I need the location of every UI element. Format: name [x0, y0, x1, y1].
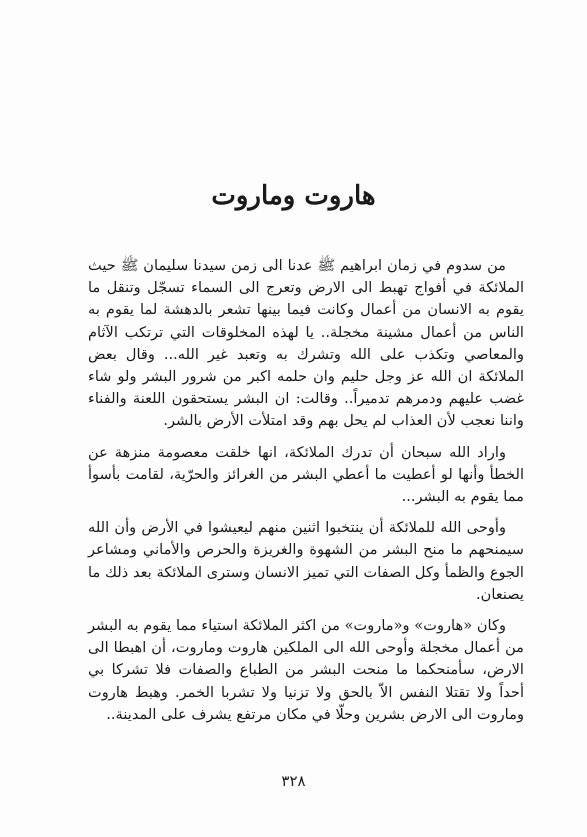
- chapter-body: [88, 255, 524, 726]
- chapter-title: هاروت وماروت: [211, 181, 376, 211]
- paragraph-2: واراد الله سبحان أن تدرك الملائكة، انها خلقت معصومة منزهة عن الخطأ وأنها لو أعطيت ما أعطي البشر من الغرائز والحرّية، لقامت بأسوأ مما يقوم به البشر...: [88, 443, 524, 506]
- page-number: ٣٢٨: [281, 772, 306, 790]
- paragraph-1: من سدوم في زمان ابراهيم ﷺ عدنا الى زمن سيدنا سليمان ﷺ حيث الملائكة في أفواج تهبط الى الارض وتعرج الى السماء تسجّل وتنقل ما يقوم به الانسان من أعمال وكانت فيما بينها تشعر بالدهشة لما يقوم به الناس من أعمال مشينة مخجلة.. يا لهذه المخلوقات التي ترتكب الآثام والمعاصي وتكذب على الله وتشرك به وتعبد غير الله... وقال بعض الملائكة ان الله عز وجل حليم وان حلمه اكبر من شرور البشر ولو شاء غضب عليهم ودمرهم تدميراً.. وقالت: ان البشر يستحقون اللعنة والفناء واننا نعجب لأن العذاب لم يحل بهم وقد امتلأت الأرض بالشر.: [88, 257, 524, 430]
- paragraph-3: وأوحى الله للملائكة أن ينتخبوا اثنين منهم ليعيشوا في الأرض وأن الله سيمنحهم ما منح البشر من الشهوة والغريزة والحرص والأماني ومشاعر الجوع والظمأ وكل الصفات التي تميز الانسان وسترى الملائكة بعد ذلك ما يصنعان.: [88, 519, 524, 603]
- paragraph-4: وكان «هاروت» و«ماروت» من اكثر الملائكة استياء مما يقوم به البشر من أعمال مخجلة وأوحى الله الى الملكين هاروت وماروت، أن اهبطا الى الارض، سأمنحكما ما منحت البشر من الطباع والصفات فلا تشركا بي أحداً ولا تقتلا النفس الاّ بالحق ولا تزنيا ولا تشربا الخمر. وهبط هاروت وماروت الى الارض بشرين وحلّا في مكان مرتفع يشرف على المدينة..: [88, 617, 524, 723]
